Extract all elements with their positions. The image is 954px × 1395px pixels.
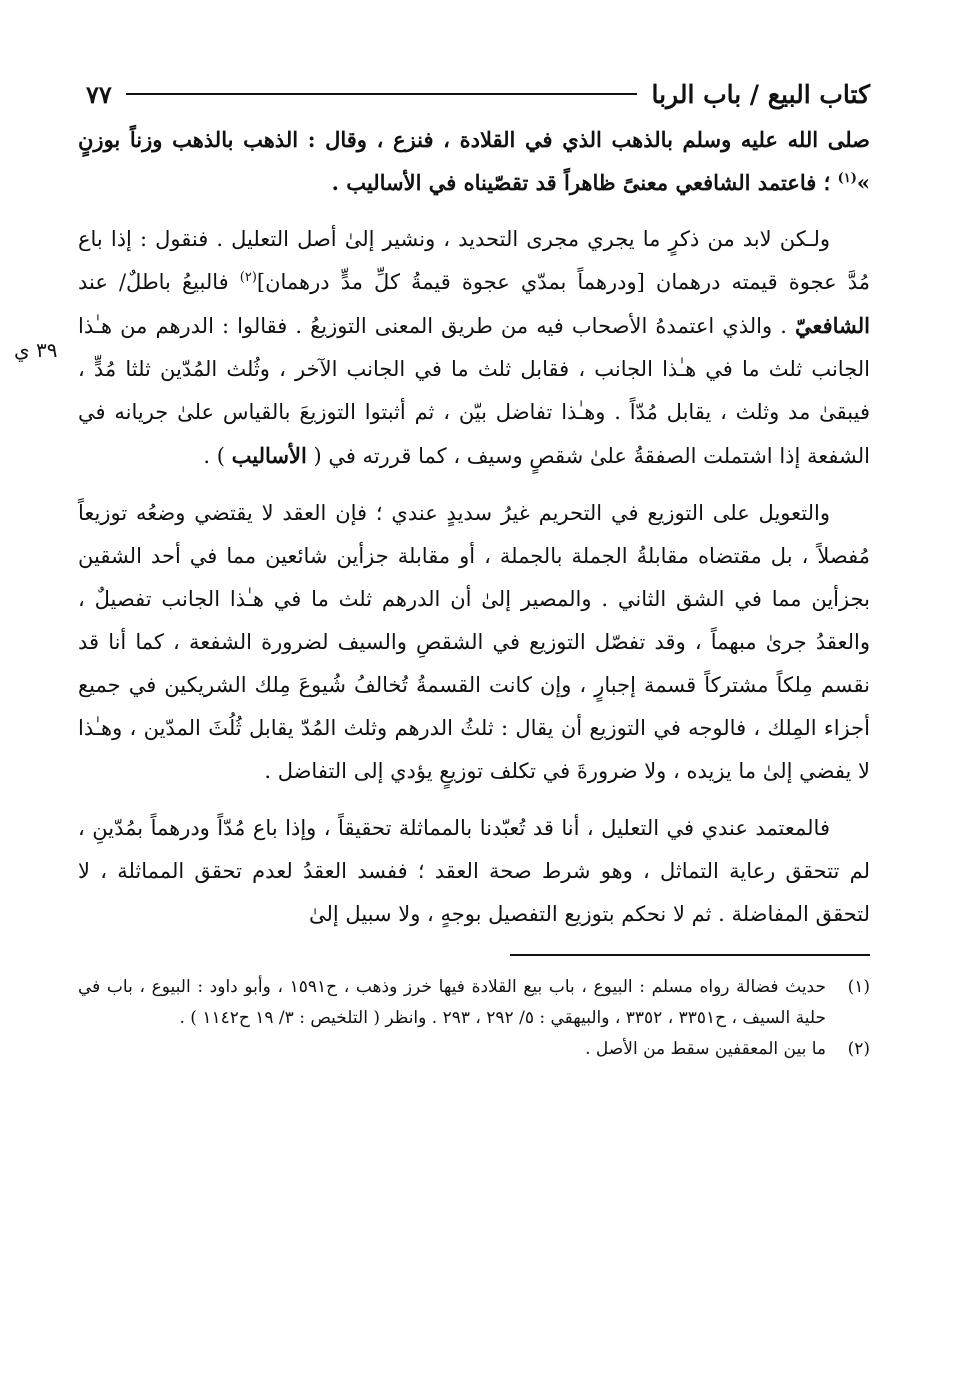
p1-text-b: ؛ فاعتمد الشافعي معنىً ظاهراً قد تقصّيناه في الأساليب . [331,170,838,195]
margin-folio-note: ٣٩ ي [14,338,58,362]
footnote-separator [510,954,870,956]
running-header [78,70,870,118]
footnote-text: حديث فضالة رواه مسلم : البيوع ، باب بيع القلادة فيها خرز وذهب ، ح١٥٩١ ، وأبو داود : البيوع ، باب في حلية السيف ، ح٣٣٥١ ، ٣٣٥٢ ، والبيهقي : ٥/ ٢٩٢ ، ٢٩٣ . وانظر ( التلخيص : ٣/ ١٩ ح١١٤٢ ) . [78,977,826,1028]
footnote-number: (١) [847,977,870,997]
paragraph-4: فالمعتمد عندي في التعليل ، أنا قد تُعبّدنا بالمماثلة تحقيقاً ، وإذا باع مُدّاً ودرهماً بمُدّينِ ، لم تتحقق رعاية التماثل ، وهو شرط صحة العقد ؛ ففسد العقدُ لعدم تحقق المماثلة ، لا لتحقق المفاضلة . ثم لا نحكم بتوزيع التفصيل بوجهٍ ، ولا سبيل إلىٰ [78,816,870,926]
p2-text-b: فالبيعُ باطلٌ/ عند [78,270,240,294]
header-rule [126,93,638,95]
header-title: كتاب البيع / باب الربا [651,79,870,109]
p2-bold-shafii: الشافعيّ [794,313,870,338]
footnote-1 [78,972,870,1034]
footnote-2 [78,1034,870,1065]
p1-text-a: صلى الله عليه وسلم بالذهب الذي في القلادة ، فنزع ، وقال : الذهب بالذهب وزناً بوزنٍ » [78,127,870,195]
paragraph-3: والتعويل على التوزيع في التحريم غيرُ سديدٍ عندي ؛ فإن العقد لا يقتضي وضعُه توزيعاً مُفصلاً ، بل مقتضاه مقابلةُ الجملة بالجملة ، أو مقابلة جزأين شائعين مما في أحد الشقين بجزأين مما في الشق الثاني . والمصير إلىٰ أن الدرهم ثلث ما في هـٰذا الجانب تفصيلٌ ، والعقدُ جرىٰ مبهماً ، وقد تفصّل التوزيع في الشقصِ والسيف لضرورة الشفعة ، كما أنا قد نقسم مِلكاً مشتركاً قسمة إجبارٍ ، وإن كانت القسمةُ تُخالفُ شُيوعَ مِلك الشريكين في جميع أجزاء المِلك ، فالوجه في التوزيع أن يقال : ثلثُ الدرهم وثلث المُدّ يقابل ثُلُثَ المدّين ، وهـٰذا لا يفضي إلىٰ ما يزيده ، ولا ضرورةَ في تكلف توزيعٍ يؤدي إلى التفاضل . [78,501,870,783]
p2-bold-asalib: الأساليب [231,443,307,468]
p2-text-d: ) . [203,444,232,468]
p2-text-c: . والذي اعتمدهُ الأصحاب فيه من طريق المعنى التوزيعُ . فقالوا : الدرهم من هـٰذا الجانب ثلث ما في هـٰذا الجانب ، فقابل ثلث ما في الجانب الآخر ، وثُلث المُدّين ثلثا مُدٍّ ، فيبقىٰ مد وثلث ، يقابل مُدّاً . وهـٰذا تفاضل بيّن ، ثم أثبتوا التوزيعَ بالقياس علىٰ جريانه في الشفعة إذا اشتملت الصفقةُ علىٰ شقصٍ وسيف ، كما قررته في ( [78,314,870,468]
footnote-ref-1[interactable]: (١) [837,171,857,186]
page-number: ٧٧ [86,79,112,109]
footnotes [78,972,870,1065]
paragraph-1 [78,118,870,204]
p2-text-a: ولـكن لابد من ذكرٍ ما يجري مجرى التحديد ، ونشير إلىٰ أصل التعليل . فنقول : إذا باع مُدَّ عجوة قيمته درهمان [ودرهماً بمدّي عجوة قيمةُ كلِّ مدٍّ درهمان] [78,227,870,294]
paragraph-2 [78,218,870,478]
footnote-number: (٢) [847,1039,870,1059]
footnote-text: ما بين المعقفين سقط من الأصل . [585,1039,826,1059]
page [78,70,870,1065]
footnote-ref-2[interactable]: (٢) [239,270,257,285]
